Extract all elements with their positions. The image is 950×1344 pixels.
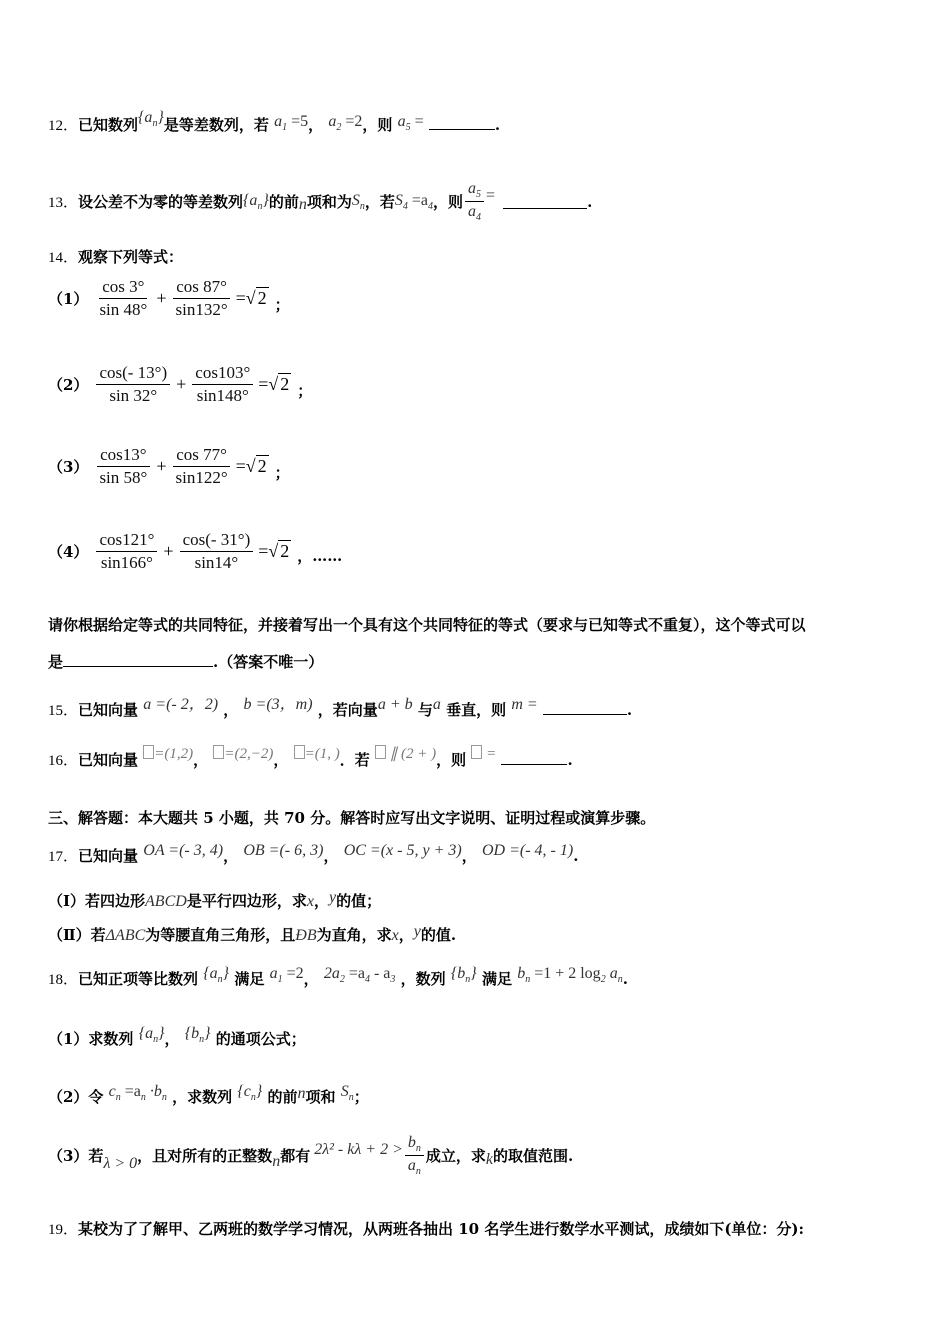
- q12-answer-blank[interactable]: [429, 115, 495, 130]
- question-19: 19．某校为了了解甲、乙两班的数学学习情况，从两班各抽出 10 名学生进行数学水平测试，成绩如下(单位：分):: [48, 1220, 805, 1238]
- q15-answer-blank[interactable]: [543, 700, 627, 715]
- q14-equation-2: （2） $\frac{\cos(- 13^\circ)}{\sin 32^\circ}$ + $\frac{\cos 103^\circ}{\sin 148^\circ}$ =√ 2 ；: [48, 363, 313, 405]
- q14-answer-line: 是 .（答案不唯一）: [48, 653, 324, 671]
- q13-answer-blank[interactable]: [503, 194, 587, 209]
- question-12: 12．已知数列$\{a_n\}$是等差数列，若 $a_1 =5$， $a_2 =2$，则 $a_5$ = .: [48, 109, 501, 134]
- question-18: 18．已知正项等比数列 $\{a_n\}$ 满足 $a_1 =2$， $2a_2 =a_4 - a_3$ ，数列 $\{b_n\}$ 满足 $b_n =1 + 2$ $\log_2 a_n$.: [48, 965, 628, 988]
- question-13: 13． 设公差不为零的等差数列 $\{a_n\}$ 的前 n 项和为 $S_n$ ，若 $S_4 =a_4$ ，则 $\frac{a_5}{a_4}$ = .: [48, 180, 593, 224]
- q12-target-a5: $a_5$ =: [397, 113, 424, 134]
- q13-number: 13．: [48, 195, 79, 212]
- q14-answer-blank[interactable]: [63, 652, 213, 667]
- q14-equation-1: （1） $\frac{\cos 3^\circ}{\sin 48^\circ}$ + $\frac{\cos 87^\circ}{\sin 132^\circ}$ =√ 2 ；: [48, 277, 290, 319]
- question-15: 15．已知向量 a =(- 2，2) ， b =(3，m) ，若向量a + b 与a 垂直，则 m = .: [48, 696, 633, 719]
- q14-instruction: 请你根据给定等式的共同特征，并接着写出一个具有这个共同特征的等式（要求与已知等式不重复），这个等式可以: [48, 616, 806, 634]
- q13-sequence: $\{a_n\}$: [243, 191, 269, 212]
- q18-part-1: （1）求数列 $\{a_n\}$， $\{b_n\}$ 的通项公式；: [48, 1025, 306, 1048]
- q14-equation-3: （3） $\frac{\cos 13^\circ}{\sin 58^\circ}$ + $\frac{\cos 77^\circ}{\sin 122^\circ}$ =√ 2 ；: [48, 445, 290, 487]
- question-16: 16．已知向量 =(1,2)， =(2,−2)， =(1, )．若 ∥ (2 + )，则 = .: [48, 746, 573, 769]
- q12-sequence: $\{a_n\}$: [138, 109, 164, 130]
- question-14-title: 14．观察下列等式：: [48, 248, 184, 266]
- section-3-heading: 三、解答题：本大题共 5 小题，共 70 分。解答时应写出文字说明、证明过程或演算步骤。: [48, 809, 656, 827]
- q12-cond-a1: $a_1 =5$: [274, 113, 309, 134]
- q16-answer-blank[interactable]: [501, 750, 567, 765]
- q13-condition: $S_4 =a_4$: [394, 191, 434, 212]
- q14-equation-4: （4） $\frac{\cos 121^\circ}{\sin 166^\circ}$ + $\frac{\cos(- 31^\circ)}{\sin 14^\circ}$ =√ 2 ，……: [48, 530, 343, 572]
- q12-cond-a2: $a_2 =2$: [328, 113, 363, 134]
- q17-part-2: （Ⅱ）若ΔABC为等腰直角三角形，且ÐB为直角，求x，y的值.: [48, 923, 457, 944]
- q17-part-1: （Ⅰ）若四边形ABCD是平行四边形，求x，y的值；: [48, 889, 382, 910]
- q12-text: 已知数列: [78, 116, 139, 134]
- q18-part-3: （3）若 λ > 0 ，且对所有的正整数 n 都有 2λ² - kλ + 2 > $\frac{b_n}{a_n}$ 成立，求 k 的取值范围.: [48, 1134, 574, 1178]
- q18-part-2: （2）令 $c_n =a_n \cdot b_n$ ，求数列 $\{c_n\}$ 的前n项和 $S_n$；: [48, 1083, 369, 1106]
- question-17: 17．已知向量 OA =(- 3, 4)， OB =(- 6, 3)， OC =(x - 5, y + 3)， OD =(- 4, - 1).: [48, 842, 579, 865]
- q12-number: 12．: [48, 118, 79, 134]
- q13-ratio-fraction: $\frac{a_5}{a_4}$: [465, 180, 484, 223]
